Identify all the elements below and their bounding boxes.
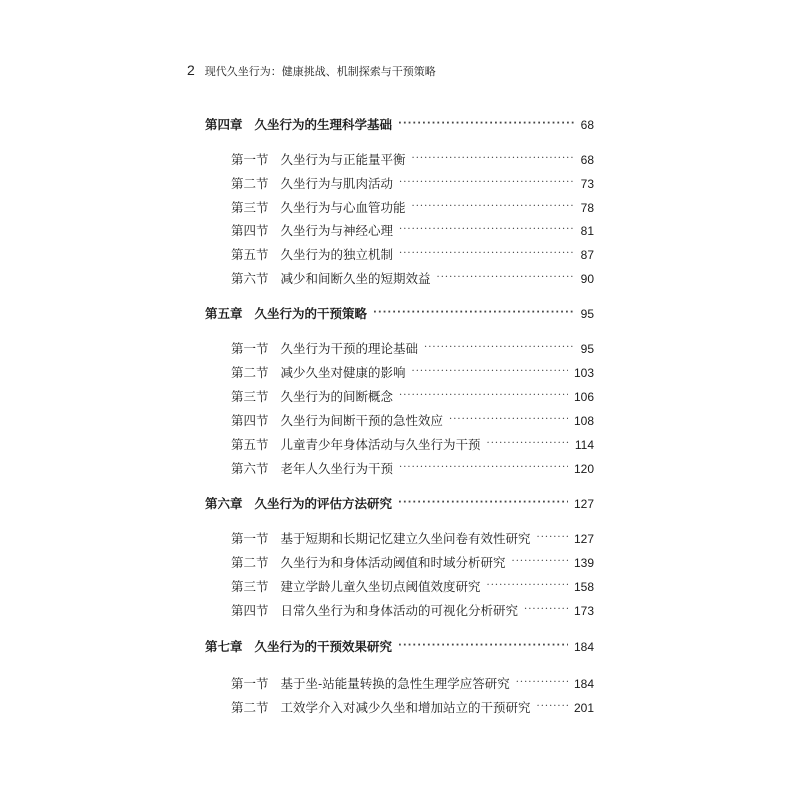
section-number: 第六节 [231, 271, 269, 286]
section-title: 久坐行为干预的理论基础 [280, 341, 419, 356]
chapter-number: 第七章 [205, 639, 243, 654]
page-ref: 90 [580, 271, 594, 286]
section-number: 第四节 [231, 413, 269, 428]
dot-leader [399, 225, 575, 235]
page-ref: 95 [580, 341, 594, 356]
toc-chapter-entry[interactable] [0, 636, 800, 656]
book-title: 现代久坐行为：健康挑战、机制探索与干预策略 [204, 65, 436, 78]
section-title: 减少和间断久坐的短期效益 [280, 271, 431, 286]
toc-section-entry[interactable] [0, 149, 800, 169]
section-number: 第一节 [231, 152, 269, 167]
dot-leader [399, 391, 568, 401]
toc-section-entry[interactable] [0, 386, 800, 406]
section-title: 久坐行为与神经心理 [280, 223, 394, 238]
dot-leader [412, 154, 575, 164]
dot-leader [412, 367, 568, 377]
toc-chapter-entry[interactable] [0, 493, 800, 513]
section-number: 第六节 [231, 461, 269, 476]
section-title: 久坐行为的间断概念 [280, 389, 394, 404]
section-number: 第二节 [231, 176, 269, 191]
section-title: 久坐行为和身体活动阈值和时域分析研究 [280, 555, 506, 570]
toc-section-entry[interactable] [0, 600, 800, 620]
page-ref: 81 [580, 223, 594, 238]
dot-leader [524, 605, 568, 615]
section-number: 第三节 [231, 579, 269, 594]
toc-section-entry[interactable] [0, 458, 800, 478]
page-ref: 173 [573, 603, 594, 618]
toc-section-entry[interactable] [0, 268, 800, 288]
section-title: 日常久坐行为和身体活动的可视化分析研究 [280, 603, 519, 618]
toc-section-entry[interactable] [0, 673, 800, 693]
section-title: 老年人久坐行为干预 [280, 461, 394, 476]
toc-section-entry[interactable] [0, 197, 800, 217]
toc-section-entry[interactable] [0, 220, 800, 240]
dot-leader [537, 702, 568, 712]
page-ref: 201 [573, 700, 594, 715]
dot-leader [512, 557, 568, 567]
dot-leader [487, 439, 569, 449]
dot-leader [399, 463, 568, 473]
page-ref: 68 [580, 152, 594, 167]
page-ref: 184 [573, 639, 594, 654]
section-title: 儿童青少年身体活动与久坐行为干预 [280, 437, 481, 452]
section-number: 第一节 [231, 341, 269, 356]
page-ref: 184 [573, 676, 594, 691]
toc-chapter-entry[interactable] [0, 303, 800, 323]
toc-section-entry[interactable] [0, 697, 800, 717]
section-number: 第五节 [231, 437, 269, 452]
dot-leader [487, 581, 568, 591]
dot-leader [399, 249, 575, 259]
toc-section-entry[interactable] [0, 576, 800, 596]
page-ref: 103 [573, 365, 594, 380]
page-ref: 114 [574, 437, 594, 452]
dot-leader [412, 202, 575, 212]
dot-leader [373, 308, 575, 318]
toc-section-entry[interactable] [0, 244, 800, 264]
toc-section-entry[interactable] [0, 338, 800, 358]
section-number: 第一节 [231, 676, 269, 691]
page-ref: 120 [573, 461, 594, 476]
chapter-title: 久坐行为的评估方法研究 [254, 496, 393, 511]
toc-section-entry[interactable] [0, 410, 800, 430]
chapter-number: 第五章 [205, 306, 243, 321]
page-number: 2 [187, 62, 195, 78]
section-title: 基于坐-站能量转换的急性生理学应答研究 [280, 676, 510, 691]
dot-leader [516, 678, 568, 688]
toc-section-entry[interactable] [0, 528, 800, 548]
section-number: 第四节 [231, 603, 269, 618]
running-header [187, 62, 436, 79]
dot-leader [399, 178, 575, 188]
section-title: 减少久坐对健康的影响 [280, 365, 406, 380]
chapter-title: 久坐行为的干预效果研究 [254, 639, 393, 654]
dot-leader [537, 533, 568, 543]
page-ref: 127 [573, 531, 594, 546]
page-ref: 68 [580, 117, 594, 132]
dot-leader [437, 273, 575, 283]
section-title: 工效学介入对减少久坐和增加站立的干预研究 [280, 700, 531, 715]
toc-section-entry[interactable] [0, 552, 800, 572]
toc-section-entry[interactable] [0, 362, 800, 382]
section-title: 久坐行为与心血管功能 [280, 200, 406, 215]
toc-section-entry[interactable] [0, 173, 800, 193]
section-number: 第三节 [231, 200, 269, 215]
section-number: 第四节 [231, 223, 269, 238]
section-number: 第三节 [231, 389, 269, 404]
dot-leader [398, 498, 568, 508]
section-title: 基于短期和长期记忆建立久坐问卷有效性研究 [280, 531, 531, 546]
toc-section-entry[interactable] [0, 434, 800, 454]
page-ref: 158 [573, 579, 594, 594]
section-number: 第二节 [231, 700, 269, 715]
chapter-number: 第四章 [205, 117, 243, 132]
section-number: 第一节 [231, 531, 269, 546]
section-number: 第五节 [231, 247, 269, 262]
dot-leader [449, 415, 568, 425]
dot-leader [424, 343, 575, 353]
section-title: 久坐行为间断干预的急性效应 [280, 413, 444, 428]
chapter-title: 久坐行为的生理科学基础 [254, 117, 393, 132]
page-ref: 106 [573, 389, 594, 404]
page-ref: 108 [573, 413, 594, 428]
page-ref: 139 [573, 555, 594, 570]
section-number: 第二节 [231, 365, 269, 380]
chapter-number: 第六章 [205, 496, 243, 511]
section-title: 久坐行为与正能量平衡 [280, 152, 406, 167]
page-ref: 73 [580, 176, 594, 191]
section-title: 久坐行为的独立机制 [280, 247, 394, 262]
section-number: 第二节 [231, 555, 269, 570]
page-ref: 95 [580, 306, 594, 321]
toc-chapter-entry[interactable] [0, 114, 800, 134]
page-ref: 78 [580, 200, 594, 215]
page-ref: 87 [580, 247, 594, 262]
page-ref: 127 [573, 496, 594, 511]
dot-leader [398, 641, 568, 651]
section-title: 久坐行为与肌肉活动 [280, 176, 394, 191]
dot-leader [398, 119, 575, 129]
chapter-title: 久坐行为的干预策略 [254, 306, 368, 321]
section-title: 建立学龄儿童久坐切点阈值效度研究 [280, 579, 481, 594]
